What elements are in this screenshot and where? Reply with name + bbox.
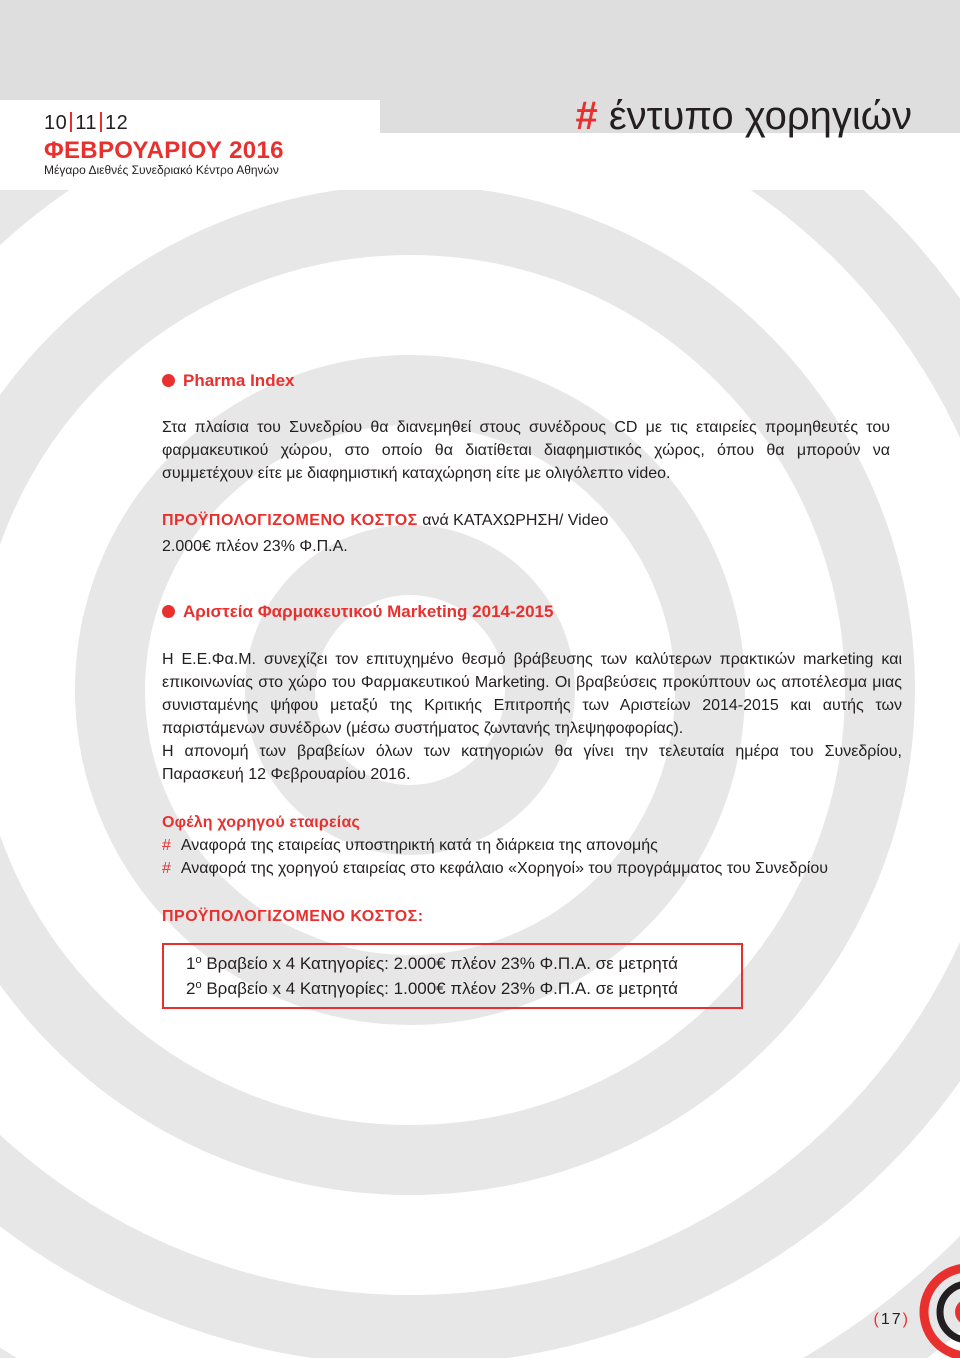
awards-cost-title-text: ΠΡΟΫΠΟΛΟΓΙΖΟΜΕΝΟ ΚΟΣΤΟΣ: xyxy=(162,908,424,925)
prize-row xyxy=(186,951,721,976)
awards-cost-title xyxy=(162,905,906,928)
page-number xyxy=(874,1311,910,1329)
cost-label: ΠΡΟΫΠΟΛΟΓΙΖΟΜΕΝΟ ΚΟΣΤΟΣ xyxy=(162,512,418,529)
awards-paragraph-1: Η Ε.Ε.Φα.Μ. συνεχίζει τον επιτυχημένο θεσμό βράβευσης των καλύτερων πρακτικών marketing και επικοινωνίας στο χώρο του Φαρμακευτικού Marketing. Οι βραβεύσεις προκύπτουν ως αποτέλεσμα μιας συνισταμένης ψήφου μεταξύ της Κριτικής Επιτροπής των Αριστείων 2014-2015 και αυτής των παριστάμενων συνέδρων (μέσω συστήματος ζωντανής τηλεψηφοφορίας). xyxy=(162,651,902,737)
hash-bullet-icon: # xyxy=(162,860,171,877)
hash-bullet-icon: # xyxy=(162,837,171,854)
bullet-dot-icon xyxy=(162,374,175,387)
pharma-index-cost xyxy=(162,509,906,532)
page-title xyxy=(575,94,912,139)
date-day-1: 10 xyxy=(44,112,68,134)
benefits-list xyxy=(162,834,906,880)
prize-price: 1.000€ πλέον 23% Φ.Π.Α. σε μετρητά xyxy=(393,979,678,998)
pharma-index-heading xyxy=(162,369,906,393)
list-item xyxy=(162,857,906,880)
benefit-text: Αναφορά της χορηγού εταιρείας στο κεφάλαιο «Χορηγοί» του προγράμματος του Συνεδρίου xyxy=(180,860,828,877)
pharma-index-title: Pharma Index xyxy=(183,371,295,390)
event-dates xyxy=(44,112,128,135)
prize-text: Βραβείο x 4 Κατηγορίες: xyxy=(206,954,389,973)
awards-heading xyxy=(162,600,906,624)
title-hash: # xyxy=(575,94,598,138)
paren-close: ) xyxy=(902,1311,910,1328)
awards-title: Αριστεία Φαρμακευτικού Marketing 2014-2015 xyxy=(183,602,554,621)
date-day-3: 12 xyxy=(105,112,129,134)
benefits-title xyxy=(162,811,906,834)
awards-paragraph-2: Η απονομή των βραβείων όλων των κατηγοριών θα γίνει την τελευταία ημέρα του Συνεδρίου, Παρασκευή 12 Φεβρουαρίου 2016. xyxy=(162,743,902,783)
date-separator xyxy=(100,112,102,132)
prize-number: 2 xyxy=(186,979,196,998)
prize-number: 1 xyxy=(186,954,196,973)
date-separator xyxy=(70,112,72,132)
prizes-box xyxy=(162,943,743,1009)
prize-ordinal: ο xyxy=(195,954,202,966)
benefits-title-text: Οφέλη χορηγού εταιρείας xyxy=(162,814,360,831)
pharma-index-cost-value: 2.000€ πλέον 23% Φ.Π.Α. xyxy=(162,538,348,555)
awards-body xyxy=(162,648,902,786)
prize-price: 2.000€ πλέον 23% Φ.Π.Α. σε μετρητά xyxy=(393,954,678,973)
prize-text: Βραβείο x 4 Κατηγορίες: xyxy=(206,979,389,998)
header-right-underpanel xyxy=(380,133,960,190)
bullet-dot-icon xyxy=(162,605,175,618)
list-item xyxy=(162,834,906,857)
pharma-index-body: Στα πλαίσια του Συνεδρίου θα διανεμηθεί στους συνέδρους CD με τις εταιρείες προμηθευτές του φαρμακευτικού χώρου, στο οποίο θα διατίθεται διαφημιστικός χώρος, όπου θα μπορούν να συμμετέχουν είτε με διαφημιστική καταχώρηση είτε με ολιγόλεπτο video. xyxy=(162,419,890,482)
paren-open: ( xyxy=(873,1311,881,1328)
prize-row xyxy=(186,976,721,1001)
cost-unit: ανά ΚΑΤΑΧΩΡΗΣΗ/ Video xyxy=(422,512,609,529)
benefit-text: Αναφορά της εταιρείας υποστηρικτή κατά τη διάρκεια της απονομής xyxy=(180,837,658,854)
prize-ordinal: ο xyxy=(195,979,202,991)
event-month: ΦΕΒΡΟΥΑΡΙΟΥ 2016 xyxy=(44,137,284,164)
date-day-2: 11 xyxy=(75,112,98,134)
event-venue: Μέγαρο Διεθνές Συνεδριακό Κέντρο Αθηνών xyxy=(44,163,279,177)
title-text: έντυπο χορηγιών xyxy=(608,94,912,138)
page-number-value: 17 xyxy=(880,1311,903,1328)
header-band xyxy=(0,0,960,100)
